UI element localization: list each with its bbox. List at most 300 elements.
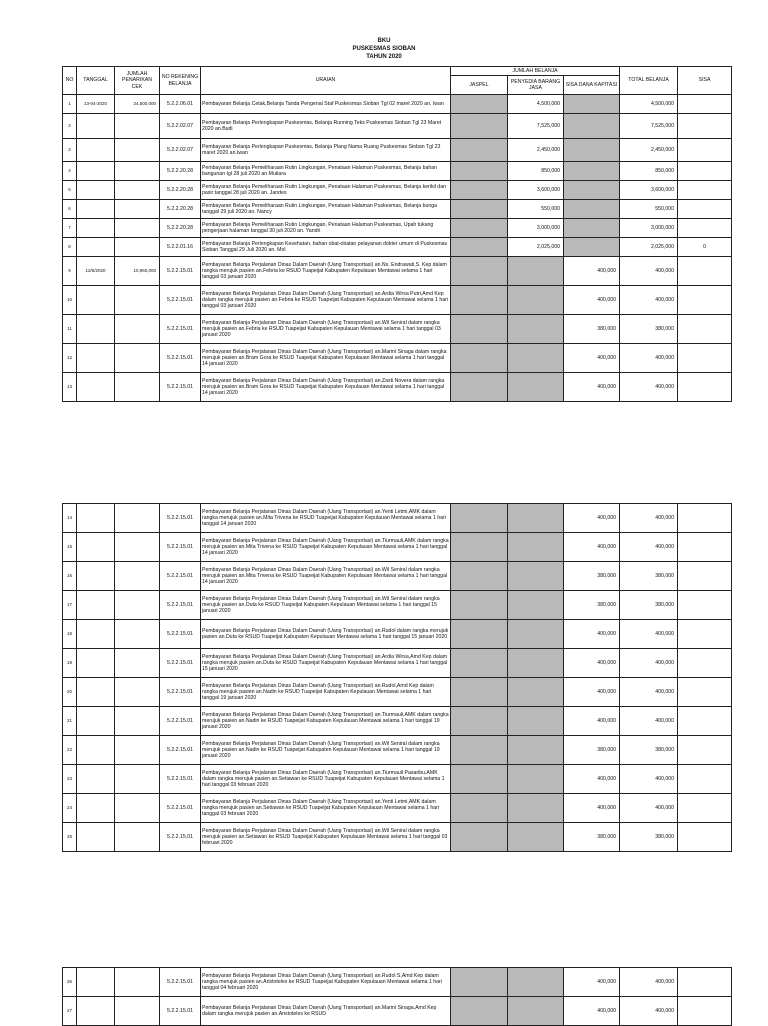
cell-no-rekening: 5.2.2.20.28 [160,219,201,238]
cell-tanggal [77,238,115,257]
cell-tanggal [77,707,115,736]
table-row [63,238,732,257]
cell-sisa-dana: 400,000 [564,678,620,707]
cell-total-belanja: 400,000 [620,373,678,402]
cell-penyedia: 3,000,000 [508,219,564,238]
cell-sisa-dana: 400,000 [564,344,620,373]
cell-jaspel [451,533,508,562]
cell-jumlah-penarikan [115,181,160,200]
cell-sisa [678,504,732,533]
cell-jaspel [451,707,508,736]
cell-jaspel [451,139,508,162]
cell-no-rekening: 5.2.2.15.01 [160,286,201,315]
cell-jumlah-penarikan [115,968,160,997]
header-no: NO [63,67,77,95]
cell-jumlah-penarikan [115,504,160,533]
cell-sisa: 0 [678,238,732,257]
cell-no-rekening: 5.2.2.15.01 [160,562,201,591]
cell-sisa [678,162,732,181]
cell-penyedia [508,707,564,736]
cell-tanggal [77,139,115,162]
table-row [63,591,732,620]
cell-total-belanja: 400,000 [620,344,678,373]
document-subtitle: PUSKESMAS SIOBAN [352,46,416,52]
cell-no-rekening: 5.2.2.15.01 [160,968,201,997]
cell-no-rekening: 5.2.2.20.28 [160,162,201,181]
cell-tanggal [77,373,115,402]
cell-jumlah-penarikan [115,286,160,315]
cell-jaspel [451,162,508,181]
cell-uraian: Pembayaran Belanja Perjalanan Dinas Dalam Daerah (Uang Transportasi) an.Tiurmauli Pasaribu,AMK dalam rangka merujuk pasien an.Setiawan ke RSUD Tuapeijat Kabupaten Kepulauan Mentawai selama 1 hari tanggal 03 februari 2020 [201,765,451,794]
table-row [63,344,732,373]
cell-no: 6 [63,200,77,219]
cell-uraian: Pembayaran Belanja Perjalanan Dinas Dalam Daerah (Uang Transportasi) an.Tiurmauli,AMK dalam rangka merujuk pasien an.Nadin ke RSUD Tuapeijat Kabupaten Kepulauan Mentawai selama 1 hari tanggal 19 januari 2020 [201,707,451,736]
table-row [63,162,732,181]
cell-tanggal [77,562,115,591]
cell-jaspel [451,114,508,139]
cell-no: 22 [63,736,77,765]
cell-uraian: Pembayaran Belanja Perjalanan Dinas Dalam Daerah (Uang Transportasi) an.Marini Sinaga,Amd Kep dalam rangka merujuk pasien an.Aristoteles ke RSUD [201,997,451,1026]
header-jumlah-penarikan: JUMLAH PENARIKAN CEK [115,67,160,95]
cell-sisa-dana: 400,000 [564,257,620,286]
table-row [63,823,732,852]
cell-total-belanja: 400,000 [620,765,678,794]
cell-no: 24 [63,794,77,823]
cell-sisa-dana: 400,000 [564,997,620,1026]
cell-sisa [678,707,732,736]
cell-penyedia [508,823,564,852]
cell-total-belanja: 400,000 [620,257,678,286]
cell-total-belanja: 400,000 [620,504,678,533]
cell-sisa-dana: 400,000 [564,765,620,794]
document-title: BKU [377,38,391,44]
cell-sisa [678,678,732,707]
cell-total-belanja: 380,000 [620,736,678,765]
cell-jumlah-penarikan [115,344,160,373]
cell-tanggal [77,200,115,219]
cell-total-belanja: 2,025,000 [620,238,678,257]
cell-uraian: Pembayaran Belanja Cetak,Belanja Tanda Pengenal Staf Puskesmas Sioban Tgl 02 maret 2020 an. Iwan [201,95,451,114]
cell-total-belanja: 550,000 [620,200,678,219]
cell-no-rekening: 5.2.2.15.01 [160,533,201,562]
cell-tanggal [77,736,115,765]
cell-jaspel [451,649,508,678]
cell-jumlah-penarikan [115,200,160,219]
cell-tanggal [77,181,115,200]
cell-jumlah-penarikan [115,765,160,794]
bku-table-page-1 [62,66,732,402]
cell-uraian: Pembayaran Belanja Pemeliharaan Rutin Lingkungan, Penataan Halaman Puskesmas, Upah tukang pengerjaan halaman tanggal 30 juli 2020 an. Yandri [201,219,451,238]
cell-jaspel [451,504,508,533]
cell-jumlah-penarikan [115,373,160,402]
header-jaspel: JASPEL [451,76,508,95]
cell-jaspel [451,591,508,620]
cell-tanggal [77,997,115,1026]
cell-no-rekening: 5.2.2.15.01 [160,678,201,707]
cell-uraian: Pembayaran Belanja Perjalanan Dinas Dalam Daerah (Uang Transportasi) an.Yenti Letmi,AMK dalam rangka merujuk pasien an.Setiawan ke RSUD Tuapeijat Kabupaten Kepulauan Mentawai selama 1 hari tanggal 03 februari 2020 [201,794,451,823]
cell-no-rekening: 5.2.2.15.01 [160,823,201,852]
cell-penyedia [508,315,564,344]
cell-no: 9 [63,257,77,286]
cell-jumlah-penarikan [115,591,160,620]
cell-jumlah-penarikan [115,707,160,736]
cell-jaspel [451,765,508,794]
table-row [63,533,732,562]
cell-uraian: Pembayaran Belanja Perjalanan Dinas Dalam Daerah (Uang Transportasi) an.Zasti Novera dalam rangka merujuk pasien an.Bram Gora ke RSUD Tuapeijat Kabupaten Kepulauan Mentawai selama 1 hari tanggal 14 januari 2020 [201,373,451,402]
cell-uraian: Pembayaran Belanja Perjalanan Dinas Dalam Daerah (Uang Transportasi) an.Wil Seniral dalam rangka merujuk pasien an.Setiawan ke RSUD Tuapeijat Kabupaten Kepulauan Mentawai selama 1 hari tanggal 03 februari 2020 [201,823,451,852]
cell-sisa [678,794,732,823]
cell-no-rekening: 5.2.2.15.01 [160,649,201,678]
cell-sisa-dana: 380,000 [564,823,620,852]
cell-total-belanja: 380,000 [620,562,678,591]
cell-penyedia: 2,025,000 [508,238,564,257]
cell-no: 26 [63,968,77,997]
cell-tanggal [77,620,115,649]
cell-penyedia [508,968,564,997]
cell-no: 17 [63,591,77,620]
cell-tanggal [77,591,115,620]
cell-jaspel [451,344,508,373]
document-year: TAHUN 2020 [366,54,402,60]
cell-jaspel [451,238,508,257]
table-row [63,620,732,649]
cell-tanggal [77,765,115,794]
cell-jaspel [451,968,508,997]
cell-no: 27 [63,997,77,1026]
cell-total-belanja: 4,500,000 [620,95,678,114]
cell-uraian: Pembayaran Belanja Pemeliharaan Rutin Lingkungan, Penataan Halaman Puskesmas, Belanja bunga tanggal 29 juli 2020 an. Nancy [201,200,451,219]
header-sisa: SISA [678,67,732,95]
table-row [63,315,732,344]
cell-sisa-dana: 400,000 [564,620,620,649]
cell-jumlah-penarikan [115,139,160,162]
cell-tanggal [77,286,115,315]
cell-sisa [678,736,732,765]
cell-sisa-dana [564,139,620,162]
cell-uraian: Pembayaran Belanja Perjalanan Dinas Dalam Daerah (Uang Transportasi) an.Wil Seniral dalam rangka merujuk pasien an.Nadin ke RSUD Tuapeijat Kabupaten Kepulauan Mentawai selama 1 hari tanggal 19 januari 2020 [201,736,451,765]
cell-tanggal [77,504,115,533]
cell-jaspel [451,794,508,823]
cell-penyedia [508,765,564,794]
cell-no: 3 [63,139,77,162]
cell-tanggal: 12/5/2020 [77,257,115,286]
cell-penyedia [508,649,564,678]
cell-no-rekening: 5.2.2.15.01 [160,794,201,823]
header-uraian: URAIAN [201,67,451,95]
cell-penyedia: 850,000 [508,162,564,181]
cell-jaspel [451,95,508,114]
cell-sisa [678,315,732,344]
cell-sisa [678,139,732,162]
cell-no: 2 [63,114,77,139]
bku-table-page-3 [62,967,732,1026]
cell-tanggal [77,315,115,344]
cell-penyedia: 550,000 [508,200,564,219]
cell-sisa [678,533,732,562]
cell-tanggal [77,114,115,139]
cell-jaspel [451,315,508,344]
cell-total-belanja: 400,000 [620,533,678,562]
cell-sisa-dana [564,95,620,114]
cell-sisa [678,968,732,997]
cell-jaspel [451,200,508,219]
cell-uraian: Pembayaran Belanja Perlengkapan Puskesmas, Belanja Plang Nama Ruang Puskesmas Sioban Tgl 23 maret 2020 an.Iwan [201,139,451,162]
cell-no: 13 [63,373,77,402]
cell-no-rekening: 5.2.2.15.01 [160,765,201,794]
cell-no-rekening: 5.2.2.15.01 [160,315,201,344]
cell-no: 4 [63,162,77,181]
table-row [63,114,732,139]
table-row [63,504,732,533]
cell-no: 16 [63,562,77,591]
cell-no-rekening: 5.2.2.06.01 [160,95,201,114]
table-row [63,257,732,286]
cell-no-rekening: 5.2.2.15.01 [160,344,201,373]
cell-no-rekening: 5.2.2.02.07 [160,114,201,139]
cell-sisa-dana: 380,000 [564,591,620,620]
cell-penyedia [508,286,564,315]
cell-sisa-dana: 380,000 [564,315,620,344]
cell-jumlah-penarikan [115,238,160,257]
table-row [63,736,732,765]
cell-no-rekening: 5.2.2.20.28 [160,181,201,200]
cell-total-belanja: 3,000,000 [620,219,678,238]
cell-no: 25 [63,823,77,852]
table-row [63,765,732,794]
cell-sisa [678,997,732,1026]
cell-uraian: Pembayaran Belanja Perlengkapan Puskesmas, Belanja Running Teks Puskesmas Sioban Tgl 23 Maret 2020 an.Budi [201,114,451,139]
cell-penyedia [508,794,564,823]
cell-uraian: Pembayaran Belanja Perjalanan Dinas Dalam Daerah (Uang Transportasi) an.Marini Sinaga dalam rangka merujuk pasien an.Bram Gora ke RSUD Tuapeijat Kabupaten Kepulauan Mentawai selama 1 hari tanggal 14 januari 2020 [201,344,451,373]
table-row [63,562,732,591]
cell-tanggal [77,162,115,181]
cell-penyedia: 7,525,000 [508,114,564,139]
cell-sisa [678,95,732,114]
cell-tanggal [77,794,115,823]
cell-uraian: Pembayaran Belanja Perjalanan Dinas Dalam Daerah (Uang Transportasi) an.Wil Seniral dalam rangka merujuk pasien an.Febria ke RSUD Tuapeijat Kabupaten Kepulauan Mentawai selama 1 hari tanggal 03 januari 2020 [201,315,451,344]
cell-tanggal [77,533,115,562]
cell-sisa [678,219,732,238]
cell-sisa-dana: 400,000 [564,504,620,533]
cell-penyedia [508,678,564,707]
cell-total-belanja: 380,000 [620,591,678,620]
cell-sisa [678,200,732,219]
cell-no-rekening: 5.2.2.15.01 [160,997,201,1026]
table-row [63,181,732,200]
cell-sisa-dana: 400,000 [564,533,620,562]
cell-sisa-dana: 400,000 [564,707,620,736]
cell-total-belanja: 400,000 [620,707,678,736]
cell-no-rekening: 5.2.2.02.07 [160,139,201,162]
cell-no: 15 [63,533,77,562]
cell-jaspel [451,219,508,238]
cell-sisa [678,823,732,852]
cell-no-rekening: 5.2.2.15.01 [160,373,201,402]
cell-no-rekening: 5.2.2.15.01 [160,257,201,286]
cell-uraian: Pembayaran Belanja Perjalanan Dinas Dalam Daerah (Uang Transportasi) an.Tiurmauli,AMK dalam rangka merujuk pasien an.Mita Trivena ke RSUD Tuapeijat Kabupaten Kepulauan Mentawai selama 1 hari tanggal 14 januari 2020 [201,533,451,562]
cell-no: 21 [63,707,77,736]
cell-jumlah-penarikan [115,533,160,562]
cell-uraian: Pembayaran Belanja Perlengkapan Kesehatan, bahan obat-obatan pelayanan dokter umum di Puskesmas Sioban Tanggal 29 Juli 2020 an. Mol [201,238,451,257]
cell-total-belanja: 400,000 [620,997,678,1026]
cell-sisa-dana: 400,000 [564,649,620,678]
cell-tanggal [77,649,115,678]
header-penyedia: PENYEDIA BARANG JASA [508,76,564,95]
cell-jaspel [451,562,508,591]
cell-tanggal [77,344,115,373]
cell-no-rekening: 5.2.2.15.01 [160,591,201,620]
cell-no: 18 [63,620,77,649]
cell-total-belanja: 400,000 [620,649,678,678]
cell-uraian: Pembayaran Belanja Perjalanan Dinas Dalam Daerah (Uang Transportasi) an.Wil Seniral dalam rangka merujuk pasien an.Duta ke RSUD Tuapeijat Kabupaten Kepulauan Mentawai selama 1 hari tanggal 15 januari 2020 [201,591,451,620]
cell-sisa [678,114,732,139]
header-jumlah-belanja: JUMLAH BELANJA [451,67,620,76]
table-row [63,649,732,678]
cell-jumlah-penarikan [115,315,160,344]
cell-jaspel [451,257,508,286]
cell-jumlah-penarikan [115,649,160,678]
cell-sisa-dana [564,181,620,200]
table-row [63,219,732,238]
cell-jumlah-penarikan [115,219,160,238]
cell-sisa [678,765,732,794]
cell-no: 10 [63,286,77,315]
header-total-belanja: TOTAL BELANJA [620,67,678,95]
cell-total-belanja: 7,525,000 [620,114,678,139]
cell-jumlah-penarikan [115,162,160,181]
cell-sisa-dana [564,219,620,238]
cell-tanggal [77,219,115,238]
cell-penyedia [508,344,564,373]
cell-total-belanja: 850,000 [620,162,678,181]
cell-no-rekening: 5.2.2.15.01 [160,736,201,765]
cell-sisa-dana: 400,000 [564,968,620,997]
cell-total-belanja: 400,000 [620,678,678,707]
cell-penyedia [508,620,564,649]
cell-jaspel [451,620,508,649]
table-row [63,707,732,736]
cell-tanggal [77,968,115,997]
cell-uraian: Pembayaran Belanja Pemeliharaan Rutin Lingkungan, Penataan Halaman Puskesmas, Belanja bahan bangunan tgl 28 juli 2020 an.Mutiara [201,162,451,181]
cell-total-belanja: 380,000 [620,315,678,344]
cell-jaspel [451,736,508,765]
bku-table-page-2 [62,503,732,852]
cell-sisa [678,562,732,591]
cell-uraian: Pembayaran Belanja Perjalanan Dinas Dalam Daerah (Uang Transportasi) an.Ardia Wirsa,Amd Kep dalam rangka merujuk pasien an.Duta ke RSUD Tuapeijat Kabupaten Kepulauan Mentawai selama 1 hari tanggal 15 januari 2020 [201,649,451,678]
cell-total-belanja: 400,000 [620,286,678,315]
cell-jaspel [451,678,508,707]
cell-total-belanja: 400,000 [620,620,678,649]
cell-no-rekening: 5.2.2.15.01 [160,707,201,736]
cell-sisa [678,649,732,678]
cell-penyedia: 3,600,000 [508,181,564,200]
cell-penyedia [508,997,564,1026]
cell-jaspel [451,373,508,402]
cell-uraian: Pembayaran Belanja Perjalanan Dinas Dalam Daerah (Uang Transportasi) an.Wil Seniral dalam rangka merujuk pasien an.Mita Trivena ke RSUD Tuapeijat Kabupaten Kepulauan Mentawai selama 1 hari tanggal 14 januari 2020 [201,562,451,591]
cell-sisa-dana [564,238,620,257]
cell-sisa [678,344,732,373]
cell-jaspel [451,997,508,1026]
cell-penyedia: 2,450,000 [508,139,564,162]
cell-jaspel [451,823,508,852]
cell-penyedia [508,373,564,402]
cell-jumlah-penarikan [115,678,160,707]
cell-uraian: Pembayaran Belanja Perjalanan Dinas Dalam Daerah (Uang Transportasi) an.Rudol S,Amd Kep dalam rangka merujuk pasien an.Aristoteles ke RSUD Tuapeijat Kabupaten Kepulauan Mentawai selama 1 hari tanggal 04 februari 2020 [201,968,451,997]
cell-uraian: Pembayaran Belanja Pemeliharaan Rutin Lingkungan, Penataan Halaman Puskesmas, Belanja kerikil dan pasir tanggal 28 juli 2020 an. Jandes [201,181,451,200]
cell-sisa [678,257,732,286]
cell-sisa [678,181,732,200]
cell-no: 14 [63,504,77,533]
cell-no-rekening: 5.2.2.15.01 [160,620,201,649]
cell-no: 23 [63,765,77,794]
cell-no: 7 [63,219,77,238]
cell-jumlah-penarikan [115,736,160,765]
cell-no-rekening: 5.2.2.20.28 [160,200,201,219]
table-row [63,373,732,402]
cell-penyedia [508,591,564,620]
table-row [63,678,732,707]
cell-tanggal [77,678,115,707]
cell-jaspel [451,181,508,200]
cell-sisa-dana: 400,000 [564,286,620,315]
cell-uraian: Pembayaran Belanja Perjalanan Dinas Dalam Daerah (Uang Transportasi) an.Rudol dalam rangka merujuk pasien an.Duta ke RSUD Tuapeijat Kabupaten Kepulauan Mentawai selama 1 hari tanggal 15 januari 2020 [201,620,451,649]
cell-tanggal: 13-04-2020 [77,95,115,114]
header-tanggal: TANGGAL [77,67,115,95]
cell-total-belanja: 380,000 [620,823,678,852]
cell-no: 8 [63,238,77,257]
cell-jumlah-penarikan [115,620,160,649]
cell-penyedia [508,736,564,765]
header-no-rekening: NO REKENING BELANJA [160,67,201,95]
cell-sisa-dana: 380,000 [564,736,620,765]
table-row [63,95,732,114]
cell-sisa-dana: 380,000 [564,562,620,591]
cell-sisa-dana: 400,000 [564,373,620,402]
cell-jumlah-penarikan [115,562,160,591]
cell-uraian: Pembayaran Belanja Perjalanan Dinas Dalam Daerah (Uang Transportasi) an.Yenti Letmi,AMK dalam rangka merujuk pasien an.Mita Trivena ke RSUD Tuapeijat Kabupaten Kepulauan Mentawai selama 1 hari tanggal 14 januari 2020 [201,504,451,533]
cell-jumlah-penarikan [115,997,160,1026]
cell-uraian: Pembayaran Belanja Perjalanan Dinas Dalam Daerah (Uang Transportasi) an.Rudol,Amd Kep dalam rangka merujuk pasien an.Nadin ke RSUD Tuapeijat Kabupaten Kepulauan Mentawai selama 1 hari tanggal 19 januari 2020 [201,678,451,707]
cell-total-belanja: 3,600,000 [620,181,678,200]
cell-sisa-dana [564,162,620,181]
cell-tanggal [77,823,115,852]
cell-no: 20 [63,678,77,707]
cell-jumlah-penarikan [115,794,160,823]
header-sisa-dana: SISA DANA KAPITASI [564,76,620,95]
cell-jumlah-penarikan: 10,960,000 [115,257,160,286]
cell-sisa [678,286,732,315]
cell-penyedia [508,504,564,533]
cell-penyedia [508,257,564,286]
cell-total-belanja: 400,000 [620,968,678,997]
cell-sisa-dana: 400,000 [564,794,620,823]
cell-uraian: Pembayaran Belanja Perjalanan Dinas Dalam Daerah (Uang Transportasi) an.Ns. Endrawati,S. Kep dalam rangka merujuk pasien an.Febria ke RSUD Tuapeijat Kabupaten Kepulauan Mentawai selama 1 hari tanggal 03 januari 2020 [201,257,451,286]
cell-sisa-dana [564,114,620,139]
cell-no-rekening: 5.2.2.15.01 [160,504,201,533]
cell-no: 12 [63,344,77,373]
cell-jumlah-penarikan [115,823,160,852]
table-row [63,794,732,823]
table-row [63,139,732,162]
cell-no-rekening: 5.2.2.01.16 [160,238,201,257]
cell-jaspel [451,286,508,315]
cell-no: 5 [63,181,77,200]
table-row [63,200,732,219]
cell-sisa [678,620,732,649]
cell-jumlah-penarikan: 24,500,000 [115,95,160,114]
table-row [63,997,732,1026]
cell-no: 19 [63,649,77,678]
